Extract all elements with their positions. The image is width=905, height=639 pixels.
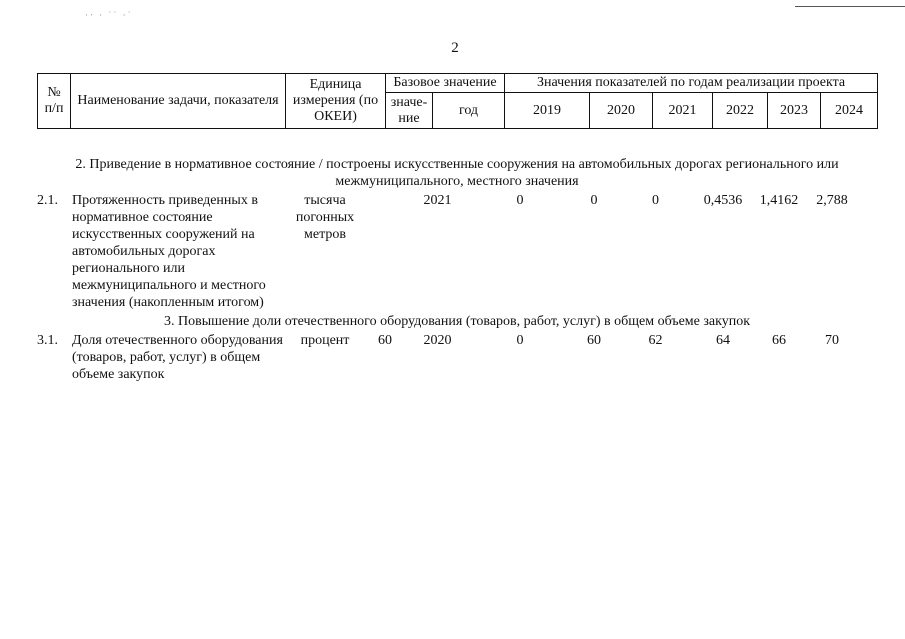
table-row: [37, 192, 877, 311]
row-name: Протяженность приведенных в нормативное состояние искусственных сооружений на автомобильных дорогах регионального или межмуниципального и местного значения (накопленным итогом): [72, 193, 266, 310]
row-value-2024: 70: [825, 333, 839, 348]
row-unit: процент: [300, 333, 350, 348]
header-year-2023: 2023: [768, 93, 821, 129]
row-base-year: 2020: [423, 333, 452, 348]
header-year-2022: 2022: [713, 93, 768, 129]
row-value-2022: 64: [716, 333, 730, 348]
scan-specks: ·‧ · ˙˙ ·˙: [85, 10, 133, 20]
header-unit: Единица измерения (по ОКЕИ): [286, 74, 386, 129]
row-value-2024: 2,788: [816, 193, 848, 208]
row-num: 3.1.: [37, 333, 58, 348]
header-base: Базовое значение: [386, 74, 505, 93]
header-year-2019: 2019: [505, 93, 590, 129]
row-value-2020: 0: [590, 193, 598, 208]
section-title: 3. Повышение доли отечественного оборудования (товаров, работ, услуг) в общем объеме закупок: [163, 314, 751, 329]
top-rule: [795, 6, 905, 7]
section-title: 2. Приведение в нормативное состояние / построены искусственные сооружения на автомобильных дорогах регионального или межмуниципального, местного значения: [75, 157, 839, 189]
header-base-year: год: [433, 93, 505, 129]
header-num: № п/п: [38, 74, 71, 129]
row-value-2022: 0,4536: [703, 193, 743, 208]
row-num: 2.1.: [37, 193, 58, 208]
table-row: [37, 332, 877, 383]
row-base-value: 60: [378, 333, 392, 348]
header-year-2024: 2024: [821, 93, 878, 129]
header-name: Наименование задачи, показателя: [71, 74, 286, 129]
row-name: Доля отечественного оборудования (товаров, работ, услуг) в общем объеме закупок: [72, 333, 283, 382]
row-unit: тысяча погонных метров: [295, 193, 355, 242]
row-value-2020: 60: [587, 333, 601, 348]
row-value-2023: 1,4162: [759, 193, 799, 208]
row-value-2021: 0: [652, 193, 659, 208]
row-value-2019: 0: [516, 333, 524, 348]
page-number: 2: [451, 40, 459, 56]
header-year-2021: 2021: [653, 93, 713, 129]
indicator-table-body: [37, 154, 877, 383]
header-years-group: Значения показателей по годам реализации проекта: [505, 74, 878, 93]
header-base-value: значе-ние: [386, 93, 433, 129]
row-value-2019: 0: [516, 193, 524, 208]
indicator-table-header: [37, 73, 878, 129]
row-value-2023: 66: [772, 333, 786, 348]
row-value-2021: 62: [648, 333, 663, 348]
row-base-year: 2021: [423, 193, 452, 208]
header-year-2020: 2020: [590, 93, 653, 129]
